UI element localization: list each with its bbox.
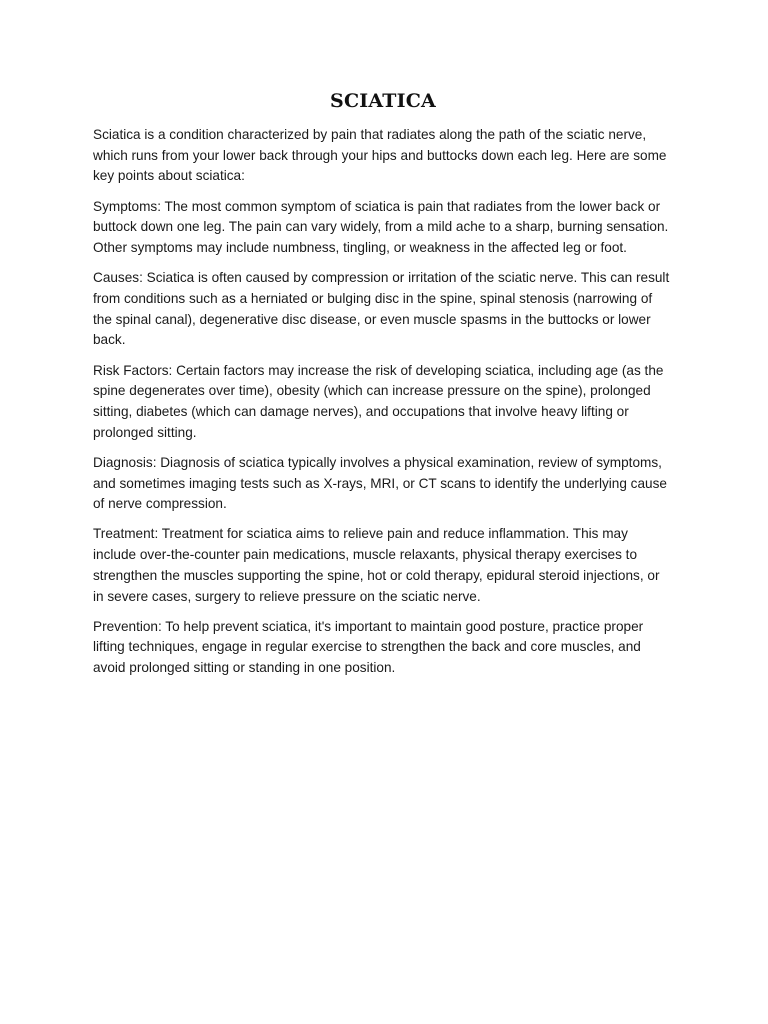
diagnosis-paragraph: Diagnosis: Diagnosis of sciatica typically involves a physical examination, review of symptoms, and sometimes imaging tests such as X-rays, MRI, or CT scans to identify the underlying cause of nerve compression. [93,454,667,512]
risk-factors-paragraph: Risk Factors: Certain factors may increase the risk of developing sciatica, including age (as the spine degenerates over time), obesity (which can increase pressure on the spine), prolonged sitting, diabetes (which can damage nerves), and occupations that involve heavy lifting or prolonged sitting. [93,362,664,440]
document-body [93,89,673,688]
symptoms-paragraph: Symptoms: The most common symptom of sciatica is pain that radiates from the lower back or buttock down one leg. The pain can vary widely, from a mild ache to a sharp, burning sensation. Other symptoms may include numbness, tingling, or weakness in the affected leg or foot. [93,198,669,256]
document-title: SCIATICA [330,90,436,112]
prevention-paragraph: Prevention: To help prevent sciatica, it's important to maintain good posture, practice proper lifting techniques, engage in regular exercise to strengthen the back and core muscles, and avoid prolonged sitting or standing in one position. [93,618,644,676]
causes-paragraph: Causes: Sciatica is often caused by compression or irritation of the sciatic nerve. This can result from conditions such as a herniated or bulging disc in the spine, spinal stenosis (narrowing of the spinal canal), degenerative disc disease, or even muscle spasms in the buttocks or lower back. [93,270,670,348]
intro-paragraph: Sciatica is a condition characterized by pain that radiates along the path of the sciatic nerve, which runs from your lower back through your hips and buttocks down each leg. Here are some key points about sciatica: [93,127,667,184]
treatment-paragraph: Treatment: Treatment for sciatica aims to relieve pain and reduce inflammation. This may include over-the-counter pain medications, muscle relaxants, physical therapy exercises to strengthen the muscles supporting the spine, hot or cold therapy, epidural steroid injections, or in severe cases, surgery to relieve pressure on the sciatic nerve. [93,526,660,604]
